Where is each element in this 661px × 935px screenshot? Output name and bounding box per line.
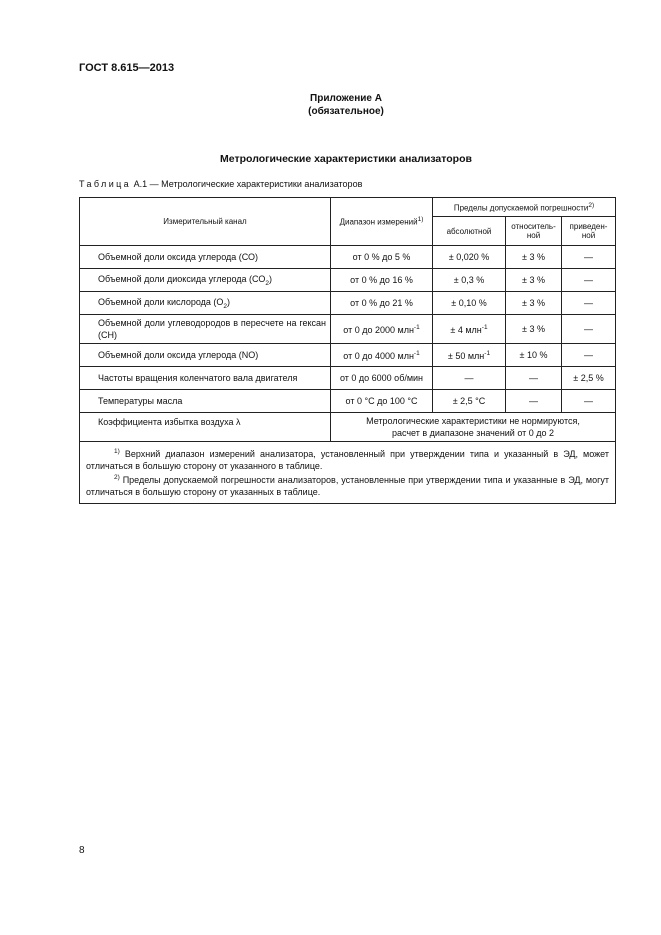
cell-reduced: —: [562, 246, 616, 269]
standard-header: ГОСТ 8.615—2013: [79, 62, 175, 74]
cell-absolute: ± 50 млн$^{-1}$: [433, 344, 506, 367]
table-row: [80, 315, 616, 344]
cell-channel: Объемной доли оксида углерода (NO): [80, 344, 331, 367]
cell-relative: ± 3 %: [506, 292, 562, 315]
table-footnotes: [80, 442, 616, 504]
table-row: [80, 246, 616, 269]
cell-channel: Объемной доли диоксида углерода $(СО_2)$: [80, 269, 331, 292]
table-caption-number: А.1: [133, 179, 148, 189]
table-row: [80, 344, 616, 367]
cell-absolute: ± 4 млн$^{-1}$: [433, 315, 506, 344]
cell-not-normalized: Метрологические характеристики не нормируются, расчет в диапазоне значений от 0 до 2: [331, 413, 616, 442]
cell-channel: Частоты вращения коленчатого вала двигателя: [80, 367, 331, 390]
header-channel: Измерительный канал: [80, 198, 331, 246]
cell-reduced: —: [562, 269, 616, 292]
cell-range: от 0 % до 21 %: [331, 292, 433, 315]
cell-absolute: ± 0,10 %: [433, 292, 506, 315]
table-row: [80, 413, 616, 442]
header-range: Диапазон измерений$^{1)}$: [331, 198, 433, 246]
table-row: [80, 292, 616, 315]
cell-relative: ± 3 %: [506, 269, 562, 292]
header-relative: относитель- ной: [506, 217, 562, 246]
footnote: $^{2)}$ Пределы допускаемой погрешности анализаторов, установленные при утверждении типа и указанные в ЭД, могут отличаться в большую сторону от указанных в таблице.: [86, 474, 609, 497]
cell-channel: Объемной доли оксида углерода (СО): [80, 246, 331, 269]
cell-reduced: —: [562, 315, 616, 344]
cell-reduced: —: [562, 344, 616, 367]
cell-relative: ± 10 %: [506, 344, 562, 367]
table-caption-label: Таблица: [79, 179, 132, 189]
cell-relative: —: [506, 367, 562, 390]
cell-relative: ± 3 %: [506, 246, 562, 269]
header-limits: Пределы допускаемой погрешности$^{2)}$: [433, 198, 616, 217]
cell-absolute: —: [433, 367, 506, 390]
metrology-table: [79, 197, 616, 504]
cell-reduced: —: [562, 292, 616, 315]
header-reduced: приведен- ной: [562, 217, 616, 246]
table-header-row: [80, 198, 616, 217]
cell-channel: Температуры масла: [80, 390, 331, 413]
cell-channel: Коэффициента избытка воздуха λ: [80, 413, 331, 442]
cell-range: от 0 до 2000 млн$^{-1}$: [331, 315, 433, 344]
table-row: [80, 367, 616, 390]
cell-range: от 0 % до 16 %: [331, 269, 433, 292]
section-title: Метрологические характеристики анализаторов: [220, 153, 472, 165]
header-absolute: абсолютной: [433, 217, 506, 246]
cell-range: от 0 до 6000 об/мин: [331, 367, 433, 390]
cell-range: от 0 % до 5 %: [331, 246, 433, 269]
cell-reduced: —: [562, 390, 616, 413]
table-row: [80, 390, 616, 413]
cell-range: от 0 °С до 100 °С: [331, 390, 433, 413]
appendix-heading: [0, 92, 661, 118]
cell-channel: Объемной доли кислорода $(О_2)$: [80, 292, 331, 315]
cell-relative: —: [506, 390, 562, 413]
cell-absolute: ± 0,020 %: [433, 246, 506, 269]
cell-relative: ± 3 %: [506, 315, 562, 344]
cell-channel: Объемной доли углеводородов в пересчете на гексан (СН): [80, 315, 331, 344]
cell-range: от 0 до 4000 млн$^{-1}$: [331, 344, 433, 367]
table-caption: [79, 179, 362, 189]
cell-absolute: ± 0,3 %: [433, 269, 506, 292]
table-caption-text: — Метрологические характеристики анализаторов: [149, 179, 363, 189]
appendix-title: Приложение А: [310, 93, 382, 104]
table-row: [80, 269, 616, 292]
cell-absolute: ± 2,5 °С: [433, 390, 506, 413]
footnote: $^{1)}$ Верхний диапазон измерений анализатора, установленный при утверждении типа и указанный в ЭД, может отличаться в большую сторону от указанного в таблице.: [86, 448, 609, 471]
page-number: 8: [79, 845, 85, 856]
appendix-subtitle: (обязательное): [308, 106, 384, 117]
table-footnotes-row: [80, 442, 616, 504]
cell-reduced: ± 2,5 %: [562, 367, 616, 390]
